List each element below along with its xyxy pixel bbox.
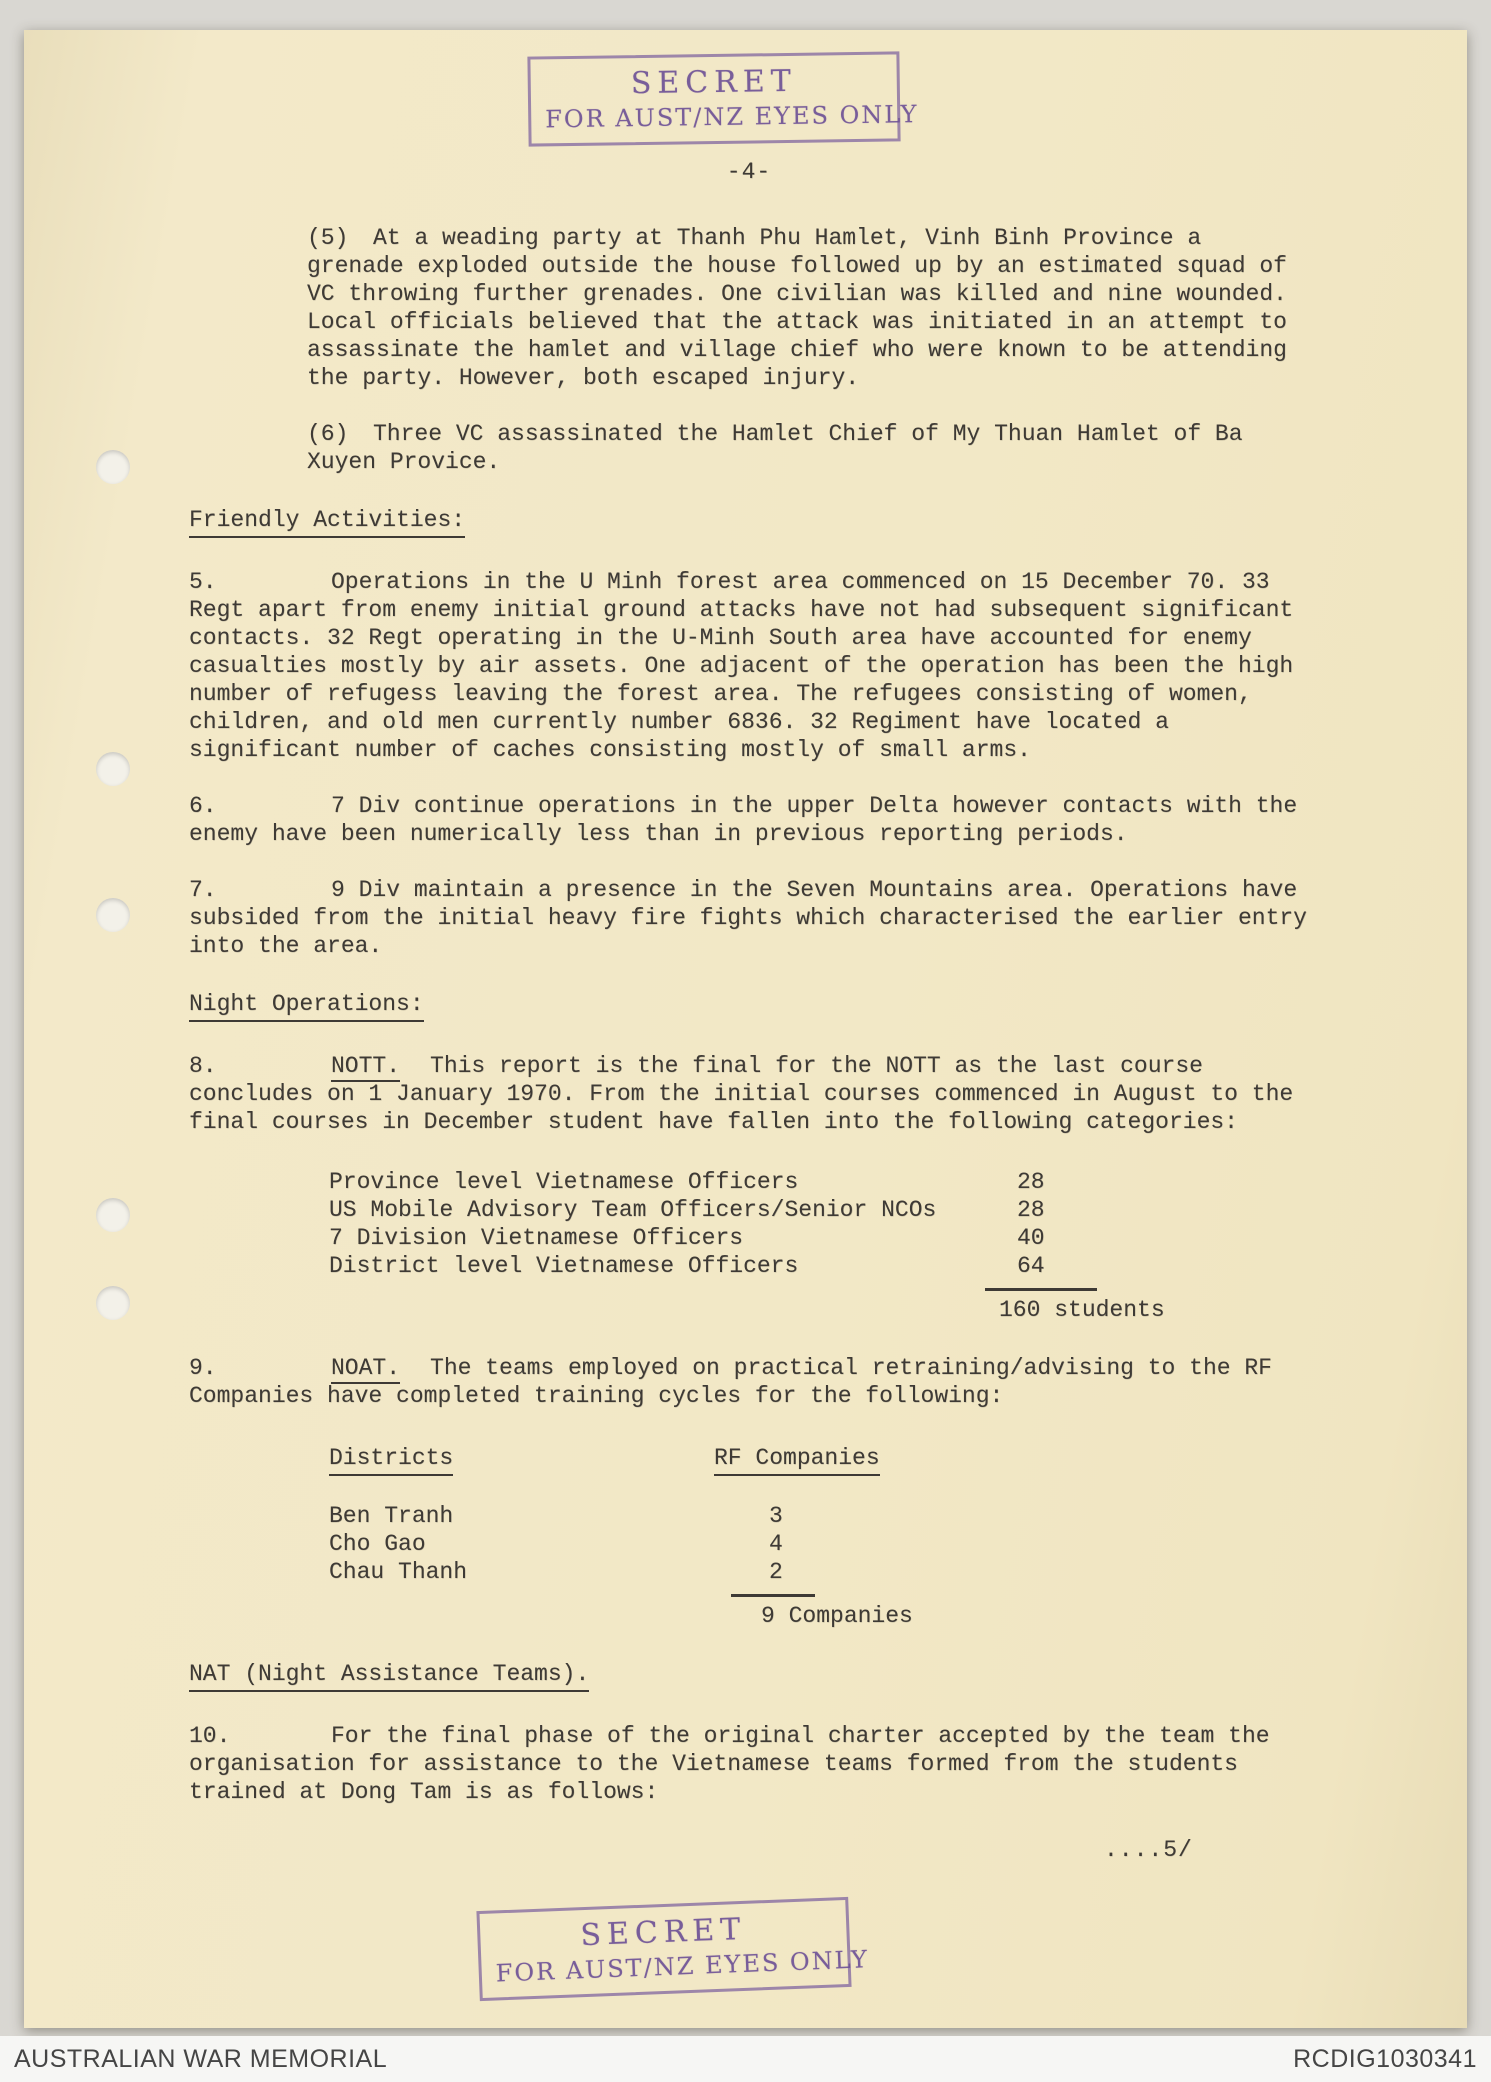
- archive-reference-id: RCDIG1030341: [1293, 2044, 1477, 2073]
- category-label: 7 Division Vietnamese Officers: [329, 1225, 744, 1251]
- table-row: [329, 1530, 1309, 1558]
- category-label: District level Vietnamese Officers: [329, 1253, 799, 1279]
- paragraph-6-text: 7 Div continue operations in the upper Delta however contacts with the enemy have been numerically less than in previous reporting periods.: [189, 793, 1298, 847]
- paragraph-5: [189, 568, 1309, 764]
- paragraph-7-text: 9 Div maintain a presence in the Seven Mountains area. Operations have subsided from the initial heavy fire fights which characterised the earlier entry into the area.: [189, 877, 1307, 959]
- nott-total-text: 160 students: [999, 1297, 1165, 1323]
- stamp-classification: SECRET: [579, 1911, 747, 1954]
- districts-total-text: 9 Companies: [761, 1603, 913, 1629]
- sub-paragraph-5-number: (5): [307, 225, 349, 251]
- district-count: 2: [769, 1559, 783, 1585]
- district-count: 3: [769, 1503, 783, 1529]
- districts-table: [329, 1444, 1309, 1586]
- continuation-mark: ....5/: [1104, 1837, 1193, 1863]
- paragraph-8-number: 8.: [189, 1053, 217, 1079]
- heading-night-operations: Night Operations:: [189, 990, 424, 1022]
- district-name: Cho Gao: [329, 1531, 426, 1557]
- stamp-classification: SECRET: [630, 63, 797, 102]
- secret-stamp-bottom: [476, 1897, 870, 2001]
- punch-hole: [96, 450, 130, 484]
- paragraph-8-text: This report is the final for the NOTT as the last course concludes on 1 January 1970. From the initial courses commenced in August to the final courses in December student have fallen into the following categories:: [189, 1053, 1294, 1135]
- heading-nat-wrap: [189, 1660, 1309, 1692]
- paragraph-8-term: NOTT.: [331, 1053, 400, 1082]
- total-rule: [985, 1288, 1097, 1291]
- paragraph-10: [189, 1722, 1309, 1806]
- district-name: Ben Tranh: [329, 1503, 454, 1529]
- page-content: [24, 30, 1467, 1864]
- punch-hole: [96, 1286, 130, 1320]
- heading-nat: NAT (Night Assistance Teams).: [189, 1660, 589, 1692]
- table-row: [329, 1224, 1309, 1252]
- page-number: -4-: [726, 159, 772, 185]
- paragraph-10-text: For the final phase of the original charter accepted by the team the organisation for assistance to the Vietnamese teams formed from the students trained at Dong Tam is as follows:: [189, 1723, 1270, 1805]
- rf-companies-header-cell: [714, 1444, 880, 1476]
- punch-hole: [96, 752, 130, 786]
- table-row: [329, 1168, 1309, 1196]
- sub-paragraph-5-text: At a weading party at Thanh Phu Hamlet, Vinh Binh Province a grenade exploded outside the house followed up by an estimated squad of VC throwing further grenades. One civilian was killed and nine wounded. Local officials believed that the attack was initiated in an attempt to assassinate the hamlet and village chief who were known to be attending the party. However, both escaped injury.: [307, 225, 1287, 391]
- document-page: [24, 30, 1467, 2028]
- table-row: [329, 1558, 1309, 1586]
- district-name: Chau Thanh: [329, 1559, 468, 1585]
- heading-friendly-activities: Friendly Activities:: [189, 506, 465, 538]
- paragraph-9-number: 9.: [189, 1355, 217, 1381]
- nott-categories-table: [329, 1168, 1309, 1280]
- districts-header-label: Districts: [329, 1444, 453, 1476]
- districts-header-cell: [329, 1444, 714, 1476]
- sub-paragraph-6-text: Three VC assassinated the Hamlet Chief of My Thuan Hamlet of Ba Xuyen Provice.: [307, 421, 1243, 475]
- category-count: 40: [1017, 1225, 1045, 1251]
- heading-night-operations-wrap: [189, 990, 1309, 1022]
- table-row: [329, 1196, 1309, 1224]
- heading-friendly-activities-wrap: [189, 506, 1309, 538]
- category-label: Province level Vietnamese Officers: [329, 1169, 799, 1195]
- punch-hole: [96, 898, 130, 932]
- category-count: 28: [1017, 1197, 1045, 1223]
- paragraph-6: [189, 792, 1309, 848]
- stamp-caveat: FOR AUST/NZ EYES ONLY: [545, 100, 919, 134]
- paragraph-8: [189, 1052, 1309, 1136]
- district-count: 4: [769, 1531, 783, 1557]
- punch-hole: [96, 1198, 130, 1232]
- sub-paragraph-6-number: (6): [307, 421, 349, 447]
- districts-table-header: [329, 1444, 1309, 1476]
- paragraph-9: [189, 1354, 1309, 1410]
- table-row: [329, 1252, 1309, 1280]
- total-rule: [731, 1594, 815, 1597]
- paragraph-9-text: The teams employed on practical retraining/advising to the RF Companies have completed training cycles for the following:: [189, 1355, 1272, 1409]
- category-count: 64: [1017, 1253, 1045, 1279]
- archive-name: AUSTRALIAN WAR MEMORIAL: [14, 2044, 388, 2073]
- table-row: [329, 1502, 1309, 1530]
- paragraph-7: [189, 876, 1309, 960]
- nott-table-total: [999, 1288, 1309, 1324]
- paragraph-7-number: 7.: [189, 877, 217, 903]
- paragraph-10-number: 10.: [189, 1723, 231, 1749]
- stamp-caveat: FOR AUST/NZ EYES ONLY: [495, 1945, 870, 1988]
- rf-companies-header-label: RF Companies: [714, 1444, 880, 1476]
- sub-paragraph-5: [307, 224, 1309, 392]
- sub-paragraph-6: [307, 420, 1309, 476]
- archive-footer-bar: [0, 2036, 1491, 2082]
- paragraph-5-number: 5.: [189, 569, 217, 595]
- category-count: 28: [1017, 1169, 1045, 1195]
- category-label: US Mobile Advisory Team Officers/Senior NCOs: [329, 1197, 937, 1223]
- paragraph-6-number: 6.: [189, 793, 217, 819]
- paragraph-9-term: NOAT.: [331, 1355, 400, 1384]
- paragraph-5-text: Operations in the U Minh forest area commenced on 15 December 70. 33 Regt apart from enemy initial ground attacks have not had subsequent significant contacts. 32 Regt operating in the U-Minh South area have accounted for enemy casualties mostly by air assets. One adjacent of the operation has been the high number of refugess leaving the forest area. The refugees consisting of women, children, and old men currently number 6836. 32 Regiment have located a significant number of caches consisting mostly of small arms.: [189, 569, 1294, 763]
- districts-table-total: [761, 1594, 1309, 1630]
